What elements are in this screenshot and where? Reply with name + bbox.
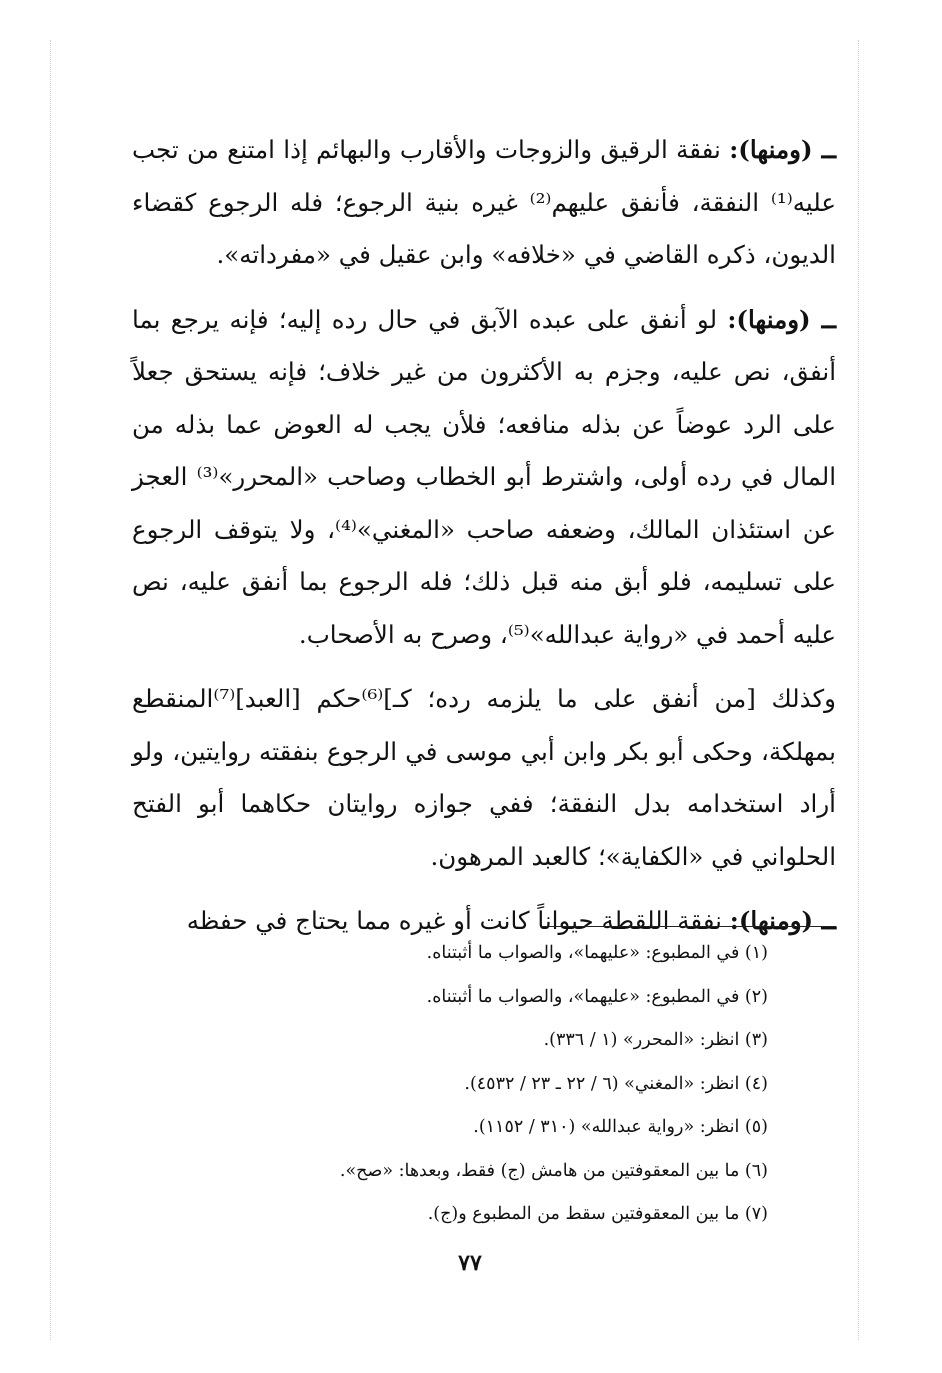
paragraph-lead: ــ (ومنها): (729, 906, 836, 935)
margin-guide (50, 40, 51, 1340)
footnote-2: (٢) في المطبوع: «عليهما»، والصواب ما أثبتناه. (426, 986, 768, 1007)
footnote-5: (٥) انظر: «رواية عبدالله» (٣١٠ / ١١٥٢). (473, 1117, 768, 1137)
footnote-separator (540, 926, 836, 927)
paragraph-body: نفقة اللقطة حيواناً كانت أو غيره مما يحتاج في حفظه (186, 906, 730, 935)
paragraph-body: وكذلك [من أنفق على ما يلزمه رده؛ كـ]⁽⁶⁾حكم [العبد]⁽⁷⁾المنقطع بمهلكة، وحكى أبو بكر وابن أبي موسى في الرجوع بنفقته روايتين، ولو أراد استخدامه بدل النفقة؛ ففي جوازه روايتان حكاهما أبو الفتح الحلواني في «الكفاية»؛ كالعبد المرهون. (132, 684, 837, 871)
paragraph-body: لو أنفق على عبده الآبق في حال رده إليه؛ فإنه يرجع بما أنفق، نص عليه، وجزم به الأكثرون من غير خلاف؛ فإنه يستحق جعلاً على الرد عوضاً عن بذله منافعه؛ فلأن يجب له العوض عما بذله من المال في رده أولى، واشترط أبو الخطاب وصاحب «المحرر»⁽³⁾ العجز عن استئذان المالك، وضعفه صاحب «المغني»⁽⁴⁾، ولا يتوقف الرجوع على تسليمه، فلو أبق منه قبل ذلك؛ فله الرجوع بما أنفق عليه، نص عليه أحمد في «رواية عبدالله»⁽⁵⁾، وصرح به الأصحاب. (132, 304, 837, 649)
footnote-6: (٦) ما بين المعقوفتين من هامش (ج) فقط، وبعدها: «صح». (339, 1160, 768, 1181)
paragraph-2 (132, 294, 836, 662)
paragraph-lead: ــ (ومنها): (729, 135, 837, 164)
footnote-4: (٤) انظر: «المغني» (٦ / ٢٢ ـ ٢٣ / ٤٥٣٢). (464, 1073, 768, 1094)
paragraph-3 (132, 673, 836, 883)
paragraph-1 (132, 124, 836, 282)
paragraph-body: نفقة الرقيق والزوجات والأقارب والبهائم إذا امتنع من تجب عليه⁽¹⁾ النفقة، فأنفق عليهم⁽²⁾ غيره بنية الرجوع؛ فله الرجوع كقضاء الديون، ذكره القاضي في «خلافه» وابن عقيل في «مفرداته». (132, 135, 837, 269)
paragraph-lead: ــ (ومنها): (727, 304, 836, 334)
footnote-7: (٧) ما بين المعقوفتين سقط من المطبوع و(ج). (427, 1204, 768, 1224)
footnote-3: (٣) انظر: «المحرر» (١ / ٣٣٦). (543, 1030, 768, 1050)
page-number: ٧٧ (458, 1250, 482, 1276)
margin-guide (858, 40, 859, 1340)
footnote-1: (١) في المطبوع: «عليهما»، والصواب ما أثبتناه. (426, 943, 768, 963)
main-text (132, 124, 836, 960)
footnotes (180, 932, 768, 1237)
